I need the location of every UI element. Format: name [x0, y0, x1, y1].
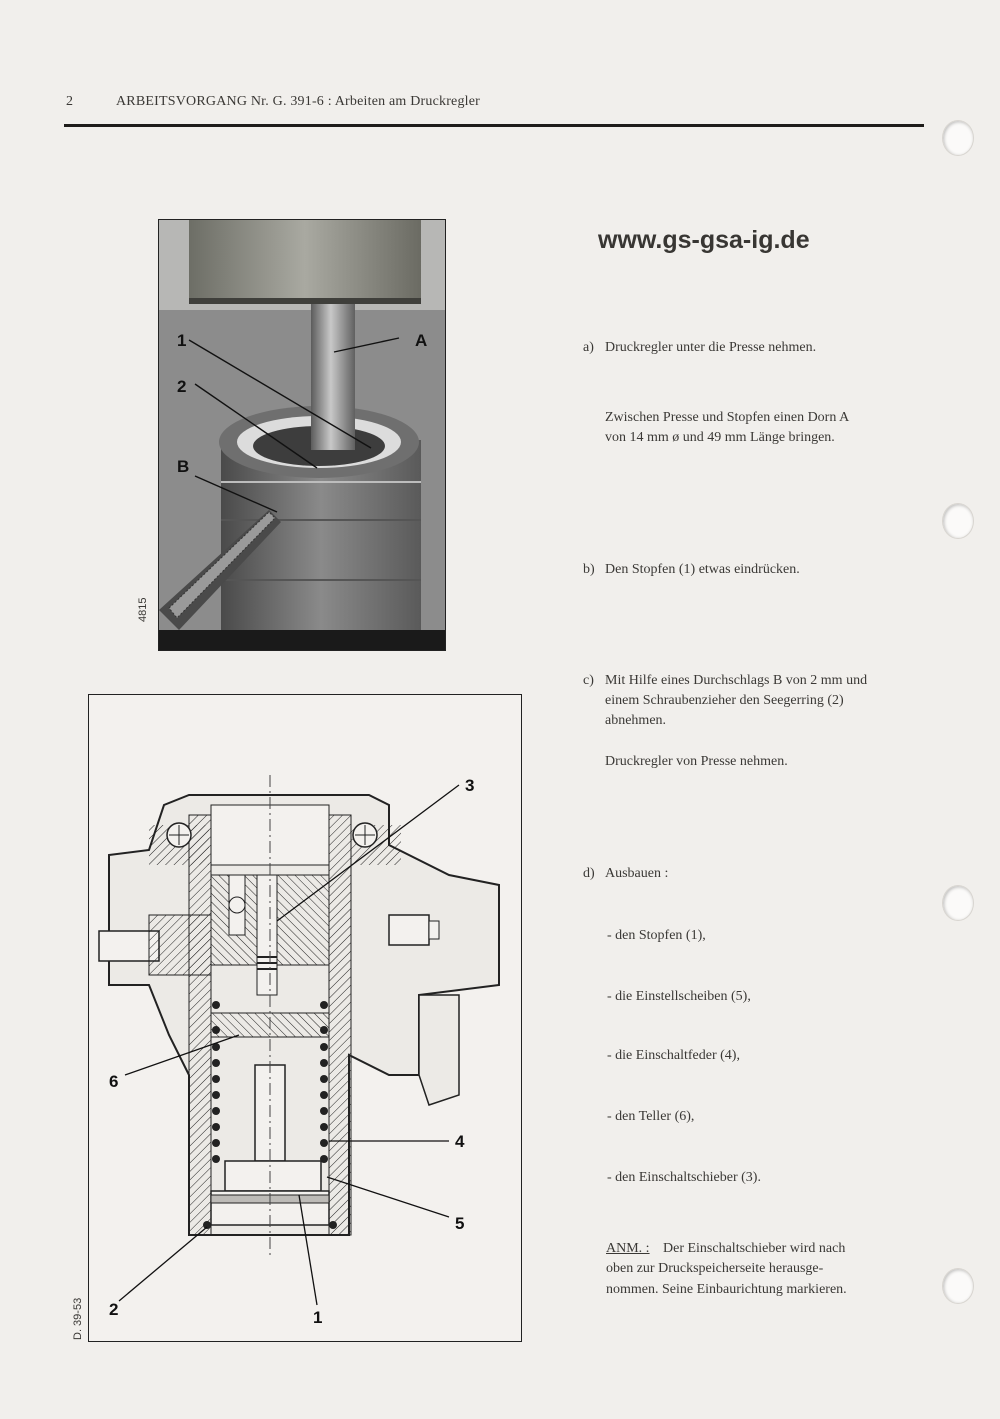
photo-label-a: A: [415, 331, 428, 350]
diagram-label-6: 6: [109, 1072, 119, 1091]
note-line2: oben zur Druckspeicherseite herausge-: [606, 1261, 824, 1276]
step-d-marker: d): [583, 866, 595, 881]
punch-hole: [942, 503, 974, 539]
list-item: - den Teller (6),: [607, 1109, 695, 1124]
diagram-reference: D. 39-53: [72, 1297, 84, 1340]
punch-hole: [942, 1268, 974, 1304]
diagram-label-4: 4: [455, 1132, 465, 1151]
punch-hole: [942, 885, 974, 921]
page-title: ARBEITSVORGANG Nr. G. 391-6 : Arbeiten am Druckregler: [116, 94, 481, 109]
photo-label-2: 2: [177, 377, 187, 396]
press-photo: [158, 219, 446, 651]
step-b-text: Den Stopfen (1) etwas eindrücken.: [605, 562, 800, 577]
step-a-note-line1: Zwischen Presse und Stopfen einen Dorn A: [605, 410, 850, 425]
step-c-line3: abnehmen.: [605, 713, 667, 728]
step-c-note: Druckregler von Presse nehmen.: [605, 754, 788, 769]
step-c-marker: c): [583, 673, 594, 688]
diagram-label-1: 1: [313, 1308, 323, 1327]
list-item: - die Einstellscheiben (5),: [607, 989, 751, 1004]
step-c-line1: Mit Hilfe eines Durchschlags B von 2 mm und: [605, 673, 868, 688]
cross-section-diagram: [88, 694, 522, 1342]
note-label: ANM. :: [606, 1241, 650, 1256]
step-a-text: Druckregler unter die Presse nehmen.: [605, 340, 817, 355]
website-watermark: www.gs-gsa-ig.de: [598, 226, 810, 254]
list-item: - den Einschaltschieber (3).: [607, 1170, 761, 1185]
step-b-marker: b): [583, 562, 595, 577]
step-d-text: Ausbauen :: [605, 866, 669, 881]
step-a-marker: a): [583, 340, 594, 355]
header-rule: [64, 124, 924, 127]
diagram-label-5: 5: [455, 1214, 465, 1233]
photo-label-b: B: [177, 457, 190, 476]
diagram-label-3: 3: [465, 776, 475, 795]
page-number: 2: [66, 94, 74, 109]
note-line1: Der Einschaltschieber wird nach: [663, 1241, 846, 1256]
punch-hole: [942, 120, 974, 156]
note-line3: nommen. Seine Einbaurichtung markieren.: [606, 1282, 847, 1297]
list-item: - die Einschaltfeder (4),: [607, 1048, 740, 1063]
photo-number: 4815: [137, 597, 149, 622]
photo-label-1: 1: [177, 331, 187, 350]
step-a-note-line2: von 14 mm ø und 49 mm Länge bringen.: [605, 430, 835, 445]
diagram-label-2: 2: [109, 1300, 119, 1319]
step-c-line2: einem Schraubenzieher den Seegerring (2): [605, 693, 844, 708]
list-item: - den Stopfen (1),: [607, 928, 706, 943]
